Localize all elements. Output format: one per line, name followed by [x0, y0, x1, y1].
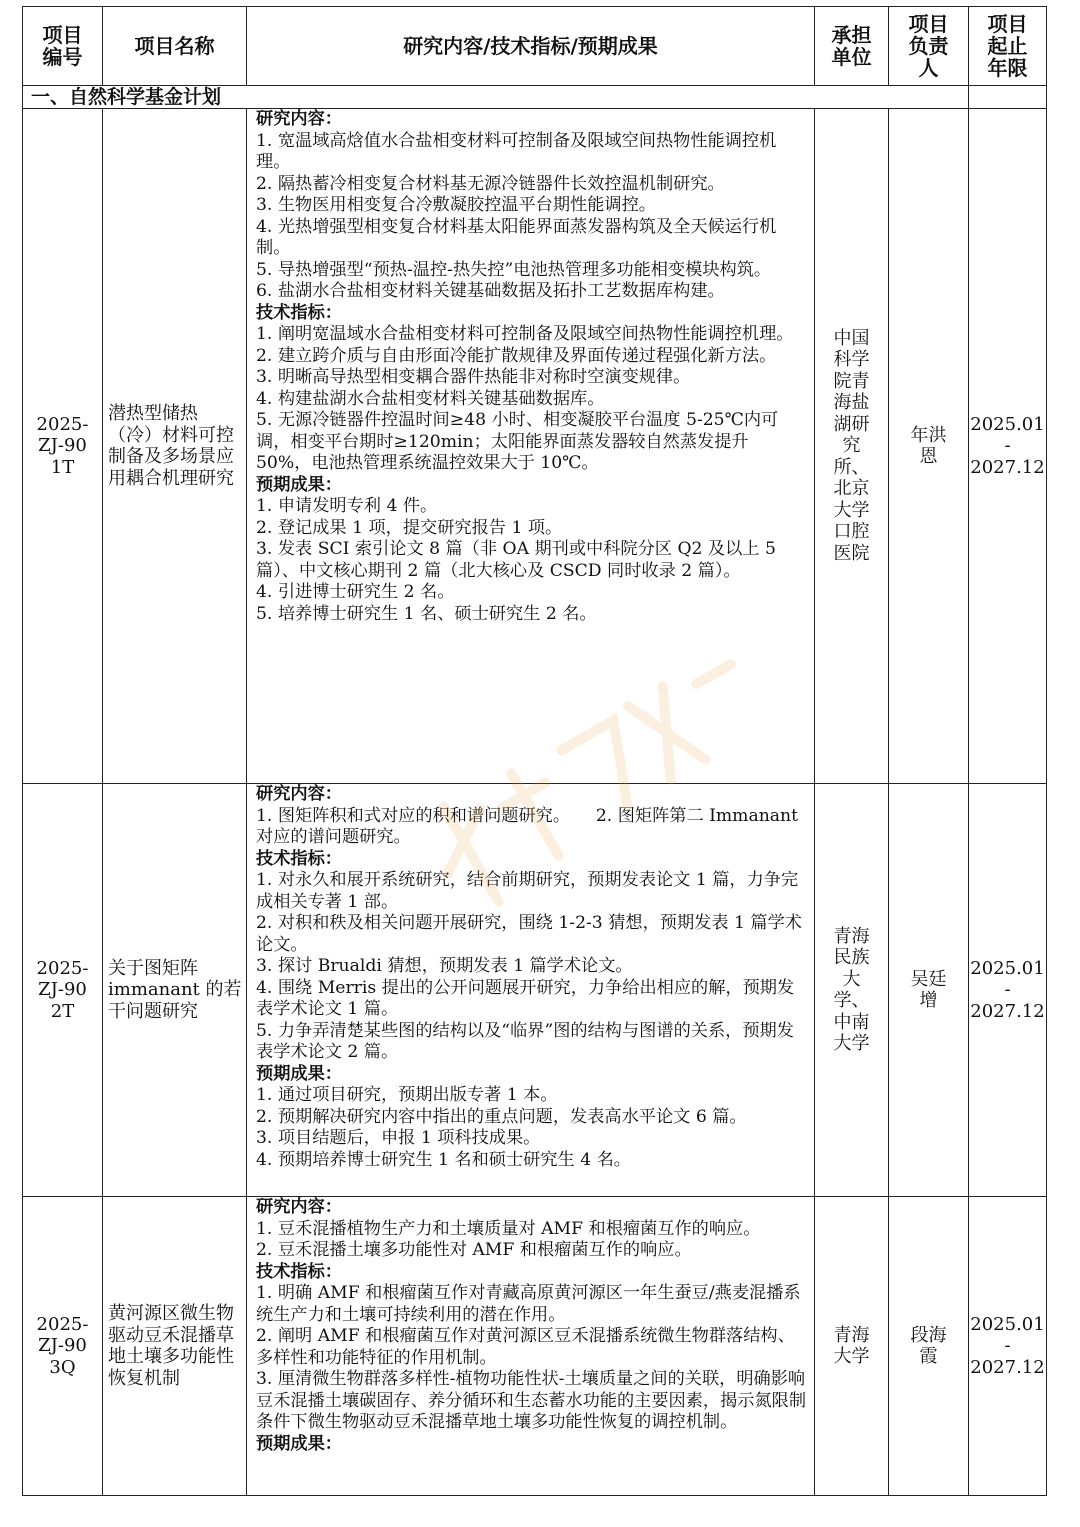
- header-project-content: 研究内容/技术指标/预期成果: [247, 7, 815, 86]
- project-unit: 青海大学: [815, 1197, 889, 1496]
- period-separator: -: [1004, 435, 1011, 457]
- content-line: 3. 项目结题后，申报 1 项科技成果。: [256, 1128, 541, 1148]
- content-line: 2. 阐明 AMF 和根瘤菌互作对黄河源区豆禾混播系统微生物群落结构、多样性和功能特征的作用机制。: [256, 1326, 795, 1368]
- content-line: 3. 厘清微生物群落多样性-植物功能性状-土壤质量之间的关联，明确影响豆禾混播土壤碳固存、养分循环和生态蓄水功能的主要因素，揭示氮限制条件下微生物驱动豆禾混播草地土壤多功能性恢复的调控机制。: [256, 1369, 807, 1432]
- content-line: 3. 发表 SCI 索引论文 8 篇（非 OA 期刊或中科院分区 Q2 及以上 5 篇）、中文核心期刊 2 篇（北大核心及 CSCD 同时收录 2 篇）。: [256, 539, 776, 581]
- section-empty-cell: [969, 86, 1047, 109]
- project-lead: 段海霞: [889, 1197, 969, 1496]
- content-line: 4. 光热增强型相变复合材料基太阳能界面蒸发器构筑及全天候运行机制。: [256, 216, 777, 258]
- content-line: 1. 明确 AMF 和根瘤菌互作对青藏高原黄河源区一年生蚕豆/燕麦混播系统生产力和土壤可持续利用的潜在作用。: [256, 1283, 801, 1325]
- header-undertaking-unit: 承担单位: [815, 7, 889, 86]
- header-project-period: 项目起止年限: [969, 7, 1047, 86]
- period-separator: -: [1004, 979, 1011, 1001]
- project-name: 关于图矩阵 immanant 的若干问题研究: [103, 784, 247, 1197]
- project-content: [247, 784, 815, 1197]
- content-line: 3. 生物医用相变复合冷敷凝胶控温平台期性能调控。: [256, 195, 656, 215]
- content-line: 4. 构建盐湖水合盐相变材料关键基础数据库。: [256, 388, 605, 409]
- project-id: 2025-ZJ-903Q: [23, 1197, 103, 1496]
- table-header-row: [23, 7, 1047, 86]
- project-unit: 青海民族大学、中南大学: [815, 784, 889, 1197]
- project-content: [247, 109, 815, 784]
- project-table: [22, 6, 1047, 1496]
- table-row: [23, 1197, 1047, 1496]
- project-name: 潜热型储热（冷）材料可控制备及多场景应用耦合机理研究: [103, 109, 247, 784]
- content-heading: 预期成果：: [256, 474, 342, 495]
- content-heading: 技术指标：: [256, 1261, 342, 1282]
- table-row: [23, 784, 1047, 1197]
- period-start: 2025.01: [970, 957, 1045, 979]
- content-line: 1. 通过项目研究，预期出版专著 1 本。: [256, 1085, 558, 1105]
- content-heading: 研究内容：: [256, 109, 342, 129]
- content-line: 4. 预期培养博士研究生 1 名和硕士研究生 4 名。: [256, 1149, 631, 1170]
- header-project-name: 项目名称: [103, 7, 247, 86]
- content-line: 1. 图矩阵积和式对应的积和谱问题研究。 2. 图矩阵第二 Immanant 对应的谱问题研究。: [256, 805, 799, 847]
- section-title: 一、自然科学基金计划: [23, 86, 969, 109]
- content-line: 5. 导热增强型“预热-温控-热失控”电池热管理多功能相变模块构筑。: [256, 259, 772, 280]
- content-line: 2. 豆禾混播土壤多功能性对 AMF 和根瘤菌互作的响应。: [256, 1240, 692, 1260]
- content-line: 2. 对积和秩及相关问题开展研究，围绕 1-2-3 猜想，预期发表 1 篇学术论文。: [256, 913, 802, 955]
- content-heading: 研究内容：: [256, 784, 342, 804]
- table-row: [23, 109, 1047, 784]
- section-row: [23, 86, 1047, 109]
- content-line: 2. 登记成果 1 项，提交研究报告 1 项。: [256, 517, 563, 538]
- content-heading: 技术指标：: [256, 848, 342, 869]
- project-lead: 吴廷增: [889, 784, 969, 1197]
- project-period: [969, 109, 1047, 784]
- content-line: 1. 豆禾混播植物生产力和土壤质量对 AMF 和根瘤菌互作的响应。: [256, 1218, 761, 1239]
- period-end: 2027.12: [970, 1000, 1045, 1022]
- header-project-lead: 项目负责人: [889, 7, 969, 86]
- content-line: 4. 围绕 Merris 提出的公开问题展开研究，力争给出相应的解，预期发表学术论文 1 篇。: [256, 977, 795, 1019]
- content-heading: 技术指标：: [256, 302, 342, 323]
- period-end: 2027.12: [970, 456, 1045, 478]
- content-line: 5. 培养博士研究生 1 名、硕士研究生 2 名。: [256, 603, 597, 624]
- project-id: 2025-ZJ-902T: [23, 784, 103, 1197]
- project-lead: 年洪恩: [889, 109, 969, 784]
- content-heading: 预期成果：: [256, 1063, 342, 1084]
- content-heading: 研究内容：: [256, 1197, 342, 1217]
- content-heading: 预期成果：: [256, 1433, 342, 1454]
- period-separator: -: [1004, 1335, 1011, 1357]
- content-line: 2. 隔热蓄冷相变复合材料基无源冷链器件长效控温机制研究。: [256, 173, 725, 194]
- content-line: 2. 建立跨介质与自由形面冷能扩散规律及界面传递过程强化新方法。: [256, 345, 777, 366]
- content-line: 5. 力争弄清楚某些图的结构以及“临界”图的结构与图谱的关系，预期发表学术论文 2 篇。: [256, 1020, 794, 1062]
- header-project-id: 项目编号: [23, 7, 103, 86]
- content-line: 4. 引进博士研究生 2 名。: [256, 582, 455, 602]
- content-line: 2. 预期解决研究内容中指出的重点问题，发表高水平论文 6 篇。: [256, 1106, 747, 1127]
- content-line: 3. 探讨 Brualdi 猜想，预期发表 1 篇学术论文。: [256, 956, 633, 976]
- period-end: 2027.12: [970, 1356, 1045, 1378]
- project-name: 黄河源区微生物驱动豆禾混播草地土壤多功能性恢复机制: [103, 1197, 247, 1496]
- project-period: [969, 1197, 1047, 1496]
- project-id: 2025-ZJ-901T: [23, 109, 103, 784]
- project-content: [247, 1197, 815, 1496]
- period-start: 2025.01: [970, 1313, 1045, 1335]
- content-line: 1. 宽温域高焓值水合盐相变材料可控制备及限域空间热物性能调控机理。: [256, 130, 777, 172]
- content-line: 1. 对永久和展开系统研究，结合前期研究，预期发表论文 1 篇，力争完成相关专著 1 部。: [256, 870, 799, 912]
- content-line: 1. 阐明宽温域水合盐相变材料可控制备及限域空间热物性能调控机理。: [256, 324, 794, 344]
- content-line: 6. 盐湖水合盐相变材料关键基础数据及拓扑工艺数据库构建。: [256, 281, 725, 301]
- project-unit: 中国科学院青海盐湖研究所、北京大学口腔医院: [815, 109, 889, 784]
- period-start: 2025.01: [970, 413, 1045, 435]
- content-line: 3. 明晰高导热型相变耦合器件热能非对称时空演变规律。: [256, 367, 691, 387]
- project-period: [969, 784, 1047, 1197]
- content-line: 5. 无源冷链器件控温时间≥48 小时、相变凝胶平台温度 5-25℃内可调，相变平台期时≥120min；太阳能界面蒸发器较自然蒸发提升 50%，电池热管理系统温控效果大于 10℃。: [256, 410, 779, 473]
- content-line: 1. 申请发明专利 4 件。: [256, 496, 438, 516]
